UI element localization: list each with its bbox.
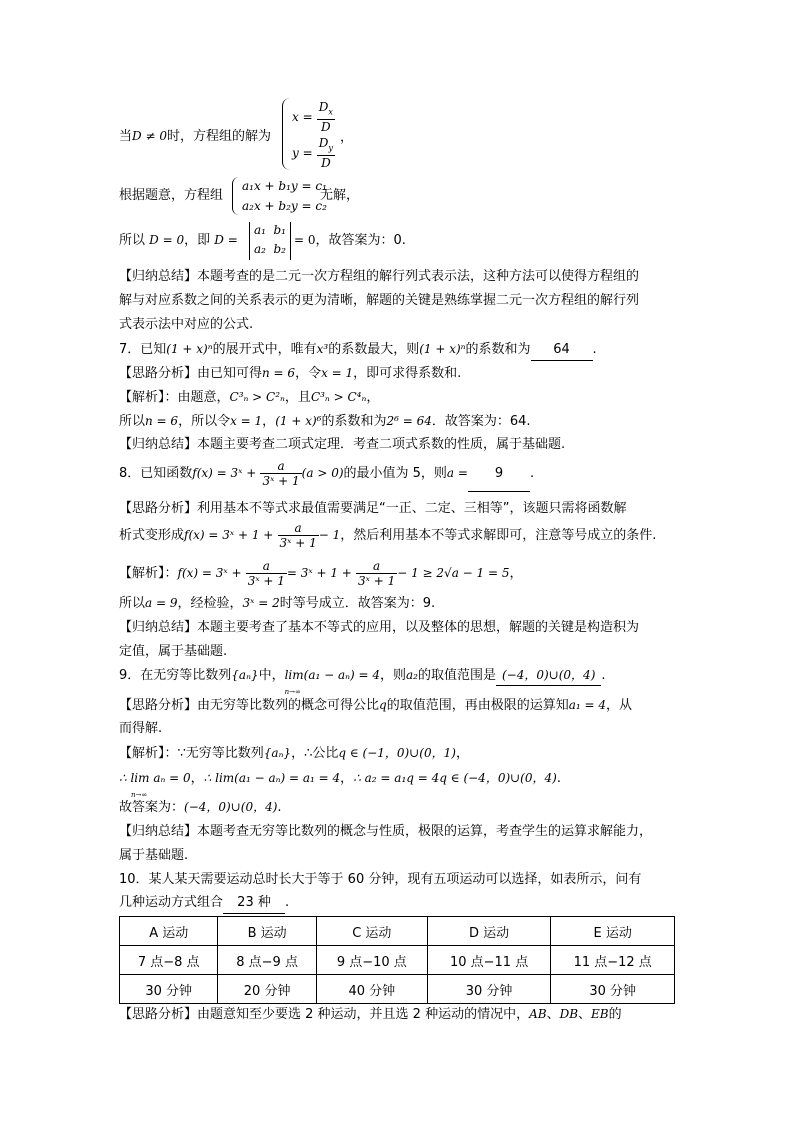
time-cell: 8 点−9 点 — [218, 946, 316, 975]
summary-1-line-2: 解与对应系数之间的关系表示的更为清晰，解题的关键是熟练掌握二元一次方程组的解行列 — [119, 293, 640, 308]
x-solution: x = $\frac{D_x}{D}$ — [292, 100, 333, 135]
duration-cell: 30 分钟 — [120, 975, 218, 1004]
system-eq2: a₂x + b₂y = c₂ — [242, 199, 327, 213]
no-solution-post: 无解， — [320, 188, 360, 203]
q8-conclusion: 所以a = 9，经检验，3ˣ = 2时等号成立．故答案为：9. — [119, 596, 436, 611]
q8-solution: 【解析】：f(x) = 3ˣ + $\frac{a}{\text{3ˣ + 1}}$ = 3ˣ + 1 + $\frac{a}{\text{3ˣ + 1}}$ − 1 ≥ 2√a − 1 = 5， — [119, 559, 523, 588]
q9-summary-2: 属于基础题. — [119, 848, 189, 863]
time-cell: 7 点−8 点 — [120, 946, 218, 975]
q8-analysis-2: 析式变形成f(x) = 3ˣ + 1 + $\frac{a}{\text{3ˣ + 1}}$ − 1，然后利用基本不等式求解即可，注意等号成立的条件. — [119, 521, 657, 550]
q7-analysis: 【思路分析】由已知可得n = 6，令x = 1，即可求得系数和. — [119, 366, 462, 381]
q8-analysis-1: 【思路分析】利用基本不等式求最值需要满足“一正、二定、三相等”，该题只需将函数解 — [119, 501, 627, 516]
summary-1-line-3: 式表示法中对应的公式. — [119, 317, 254, 332]
header-cell: A 运动 — [120, 917, 218, 946]
header-cell: D 运动 — [427, 917, 551, 946]
time-cell: 9 点−10 点 — [316, 946, 427, 975]
answer-10: 23 种 — [223, 893, 285, 914]
q8-summary-1: 【归纳总结】本题主要考查了基本不等式的应用，以及整体的思想，解题的关键是构造积为 — [119, 620, 640, 635]
cramer-solution-line: 当D ≠ 0时，方程组的解为 — [119, 129, 271, 144]
summary-1-line-1: 【归纳总结】本题考查的是二元一次方程组的解行列式表示法，这种方法可以使得方程组的 — [119, 269, 640, 284]
exercise-schedule-table — [119, 916, 675, 1004]
no-solution-line: 根据题意，方程组 — [119, 188, 224, 203]
q9-analysis-2: 而得解. — [119, 721, 163, 736]
q9-solution-1: 【解析】：∵无穷等比数列{aₙ}，∴公比q ∈ (−1，0)∪(0，1)， — [119, 746, 469, 761]
q8-summary-2: 定值，属于基础题. — [119, 644, 228, 659]
determinant-matrix: a₁ b₁ a₂ b₂ — [249, 222, 291, 260]
answer-8: 9 — [468, 457, 530, 492]
system-brace — [232, 177, 240, 215]
table-header-row — [120, 917, 675, 946]
q7-solution: 【解析】：由题意，C³ₙ > C²ₙ，且C³ₙ > C⁴ₙ， — [119, 390, 380, 405]
q9-analysis-1: 【思路分析】由无穷等比数列的概念可得公比q的取值范围，再由极限的运算知a₁ = 4，从 — [119, 698, 633, 713]
question-7: 7．已知(1 + x)ⁿ的展开式中，唯有x³的系数最大，则(1 + x)ⁿ的系数和为 64 . — [119, 339, 597, 361]
answer-7: 64 — [531, 340, 593, 361]
system-eq1: a₁x + b₁y = c₁ — [242, 179, 327, 193]
determinant-line: 所以 D = 0，即 D = — [119, 233, 238, 248]
answer-9: (−4，0)∪(0，4) — [496, 665, 601, 686]
time-cell: 10 点−11 点 — [427, 946, 551, 975]
table-duration-row — [120, 975, 675, 1004]
question-8: 8．已知函数f(x) = 3ˣ + $\frac{a}{\text{3ˣ + 1}}$ (a > 0)的最小值为 5，则a = 9 . — [119, 456, 534, 492]
q10-analysis: 【思路分析】由题意知至少要选 2 种运动，并且选 2 种运动的情况中，AB、DB、EB的 — [119, 1007, 622, 1022]
question-9: 9．在无穷等比数列{aₙ}中，lim(a₁ − aₙ) = 4 n→∞ ，则a₂的取值范围是 (−4，0)∪(0，4) . — [119, 665, 606, 686]
determinant-post: = 0，故答案为：0. — [294, 233, 406, 248]
y-solution: y = $\frac{D_y}{D}$ — [292, 136, 333, 171]
header-cell: C 运动 — [316, 917, 427, 946]
table-time-row — [120, 946, 675, 975]
duration-cell: 40 分钟 — [316, 975, 427, 1004]
duration-cell: 30 分钟 — [427, 975, 551, 1004]
question-10-line-2: 几种运动方式组合 23 种 . — [119, 893, 289, 914]
time-cell: 11 点−12 点 — [551, 946, 675, 975]
q7-summary: 【归纳总结】本题主要考查二项式定理．考查二项式系数的性质，属于基础题. — [119, 437, 566, 452]
duration-cell: 20 分钟 — [218, 975, 316, 1004]
q9-summary-1: 【归纳总结】本题考查无穷等比数列的概念与性质，极限的运算，考查学生的运算求解能力， — [119, 824, 653, 839]
solution-brace — [282, 98, 291, 170]
duration-cell: 30 分钟 — [551, 975, 675, 1004]
q7-conclusion: 所以n = 6，所以令x = 1，(1 + x)⁶的系数和为2⁶ = 64．故答案为：64. — [119, 414, 531, 429]
q9-answer: 故答案为：(−4，0)∪(0，4). — [119, 800, 282, 815]
header-cell: E 运动 — [551, 917, 675, 946]
question-10-line-1: 10．某人某天需要运动总时长大于等于 60 分钟，现有五项运动可以选择，如表所示，问有 — [119, 872, 642, 887]
solution-comma: ， — [340, 130, 354, 145]
header-cell: B 运动 — [218, 917, 316, 946]
q9-solution-2: ∴ lim aₙ = 0 n→∞ ，∴ lim(a₁ − aₙ) = a₁ = 4，∴ a₂ = a₁q = 4q ∈ (−4，0)∪(0，4). — [119, 771, 561, 799]
